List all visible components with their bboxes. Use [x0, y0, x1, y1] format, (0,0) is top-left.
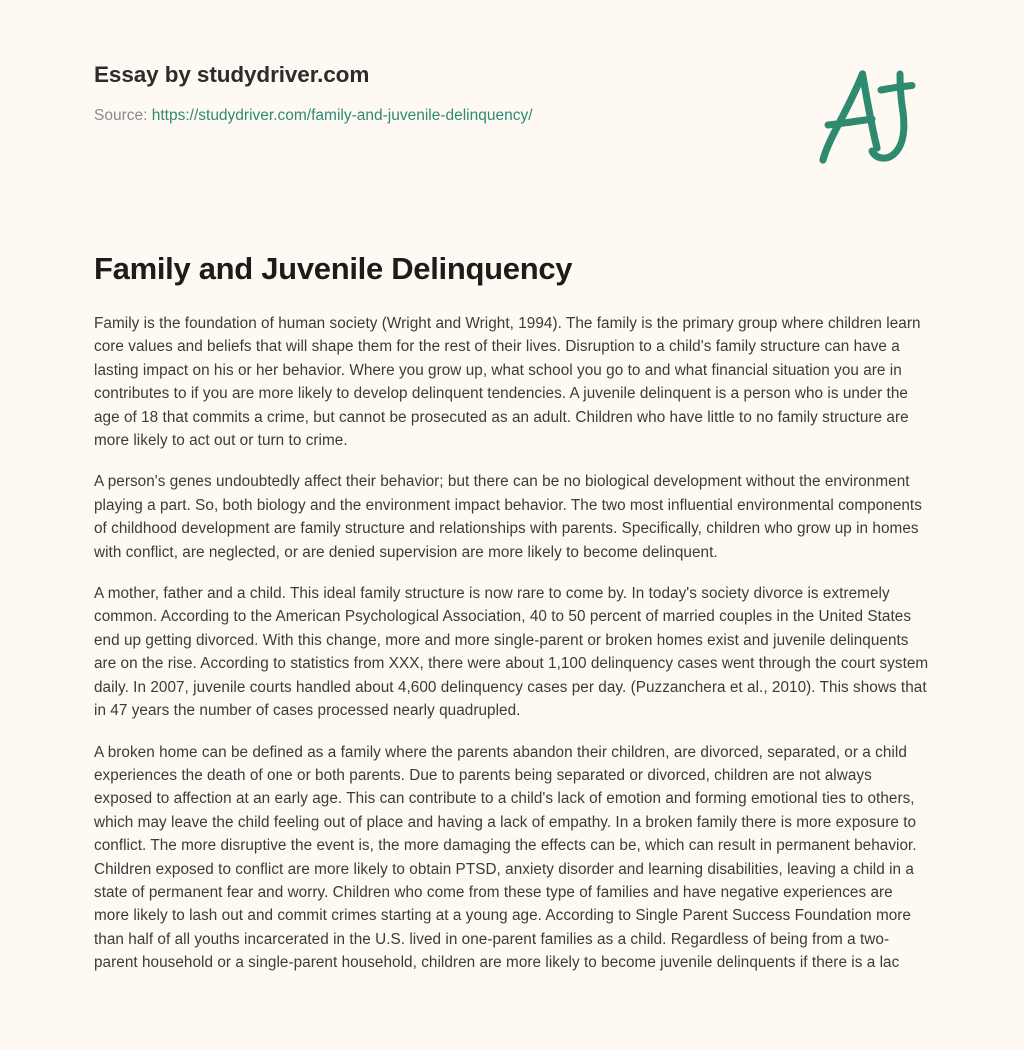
article-container — [94, 248, 932, 975]
studydriver-a-plus-logo — [806, 68, 928, 168]
document-header — [0, 0, 1024, 200]
article-body — [94, 312, 932, 975]
article-title: Family and Juvenile Delinquency — [94, 251, 573, 286]
article-paragraph: A broken home can be defined as a family where the parents abandon their children, are divorced, separated, or a child experiences the death of one or both parents. Due to parents being separated or divorced, children are not always exposed to affection at an early age. This can contribute to a child's lack of emotion and forming emotional ties to others, which may leave the child feeling out of place and having a lack of empathy. In a broken family there is more exposure to conflict. The more disruptive the event is, the more damaging the effects can be, which can result in permanent behavior. Children exposed to conflict are more likely to obtain PTSD, anxiety disorder and learning disabilities, leaving a child in a state of permanent fear and worry. Children who come from these type of families and have negative experiences are more likely to lash out and commit crimes starting at a young age. According to Single Parent Success Foundation more than half of all youths incarcerated in the U.S. lived in one-parent families as a child. Regardless of being from a two-parent household or a single-parent household, children are more likely to become juvenile delinquents if there is a lac — [94, 743, 917, 972]
header-text-block — [94, 60, 533, 127]
article-paragraph: Family is the foundation of human society (Wright and Wright, 1994). The family is the primary group where children learn core values and beliefs that will shape them for the rest of their lives. Disruption to a child's family structure can have a lasting impact on his or her behavior. Where you grow up, what school you go to and what financial situation you are in contributes to if you are more likely to develop delinquent tendencies. A juvenile delinquent is a person who is under the age of 18 that commits a crime, but cannot be prosecuted as an adult. Children who have little to no family structure are more likely to act out or turn to crime. — [94, 315, 921, 450]
essay-byline: Essay by studydriver.com — [94, 62, 370, 87]
article-paragraph: A person's genes undoubtedly affect their behavior; but there can be no biological development without the environment playing a part. So, both biology and the environment impact behavior. The two most influential environmental components of childhood development are family structure and relationships with parents. Specifically, children who grow up in homes with conflict, are neglected, or are denied supervision are more likely to become delinquent. — [94, 473, 922, 561]
article-paragraph: A mother, father and a child. This ideal family structure is now rare to come by. In today's society divorce is extremely common. According to the American Psychological Association, 40 to 50 percent of married couples in the United States end up getting divorced. With this change, more and more single-parent or broken homes exist and juvenile delinquents are on the rise. According to statistics from XXX, there were about 1,100 delinquency cases went through the court system daily. In 2007, juvenile courts handled about 4,600 delinquency cases per day. (Puzzanchera et al., 2010). This shows that in 47 years the number of cases processed nearly quadrupled. — [94, 585, 929, 720]
a-plus-logo-icon — [806, 68, 928, 168]
source-label: Source: — [94, 107, 148, 124]
source-line — [94, 105, 533, 127]
source-url-link[interactable]: https://studydriver.com/family-and-juvenile-delinquency/ — [151, 107, 533, 124]
